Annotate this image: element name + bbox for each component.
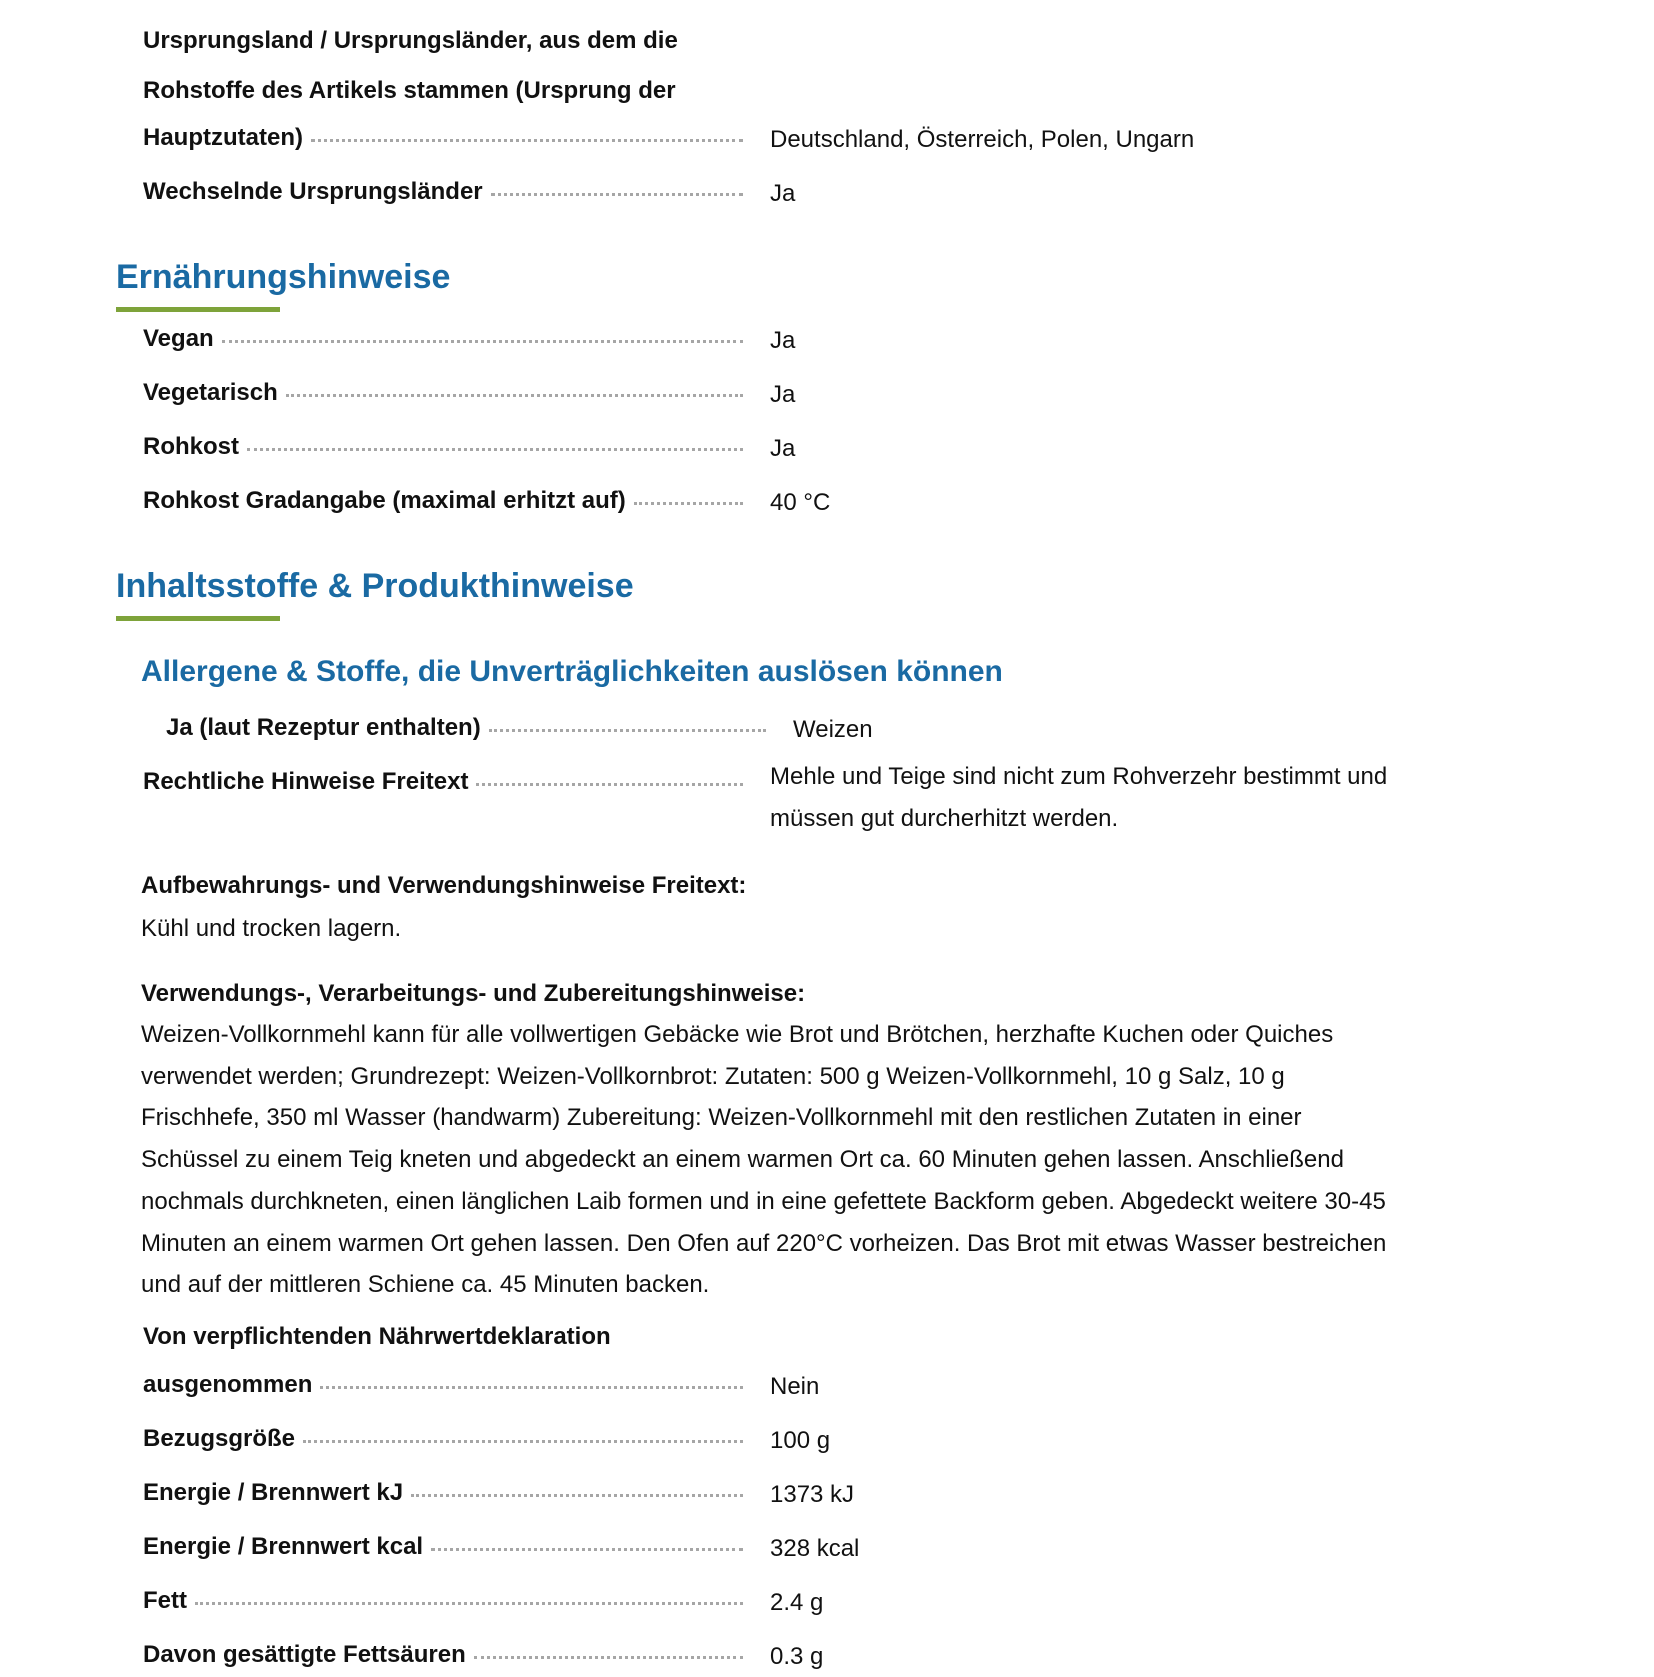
origin-value: Deutschland, Österreich, Polen, Ungarn [770, 126, 1195, 153]
vegetarian-row [143, 371, 1643, 415]
vegan-row [143, 317, 1643, 361]
leader-dots [634, 502, 743, 505]
allergen-row [166, 706, 1654, 750]
declaration-value: Nein [770, 1373, 820, 1400]
leader-dots [247, 448, 743, 451]
leader-dots [489, 729, 766, 732]
leader-dots [320, 1386, 743, 1389]
changing-origin-row [143, 170, 1643, 214]
origin-label-line-3: Hauptzutaten) [143, 124, 303, 151]
energy-kcal-value: 328 kcal [770, 1535, 860, 1562]
changing-origin-label: Wechselnde Ursprungsländer [143, 178, 483, 205]
leader-dots [222, 340, 743, 343]
raw-food-value: Ja [770, 435, 796, 462]
raw-food-degree-row [143, 479, 1643, 523]
allergen-value: Weizen [793, 716, 873, 743]
leader-dots [195, 1602, 743, 1605]
origin-row [143, 116, 1643, 160]
declaration-label-line-2: ausgenommen [143, 1371, 313, 1398]
raw-food-degree-label: Rohkost Gradangabe (maximal erhitzt auf) [143, 487, 626, 514]
raw-food-degree-value: 40 °C [770, 489, 831, 516]
leader-dots [411, 1494, 743, 1497]
leader-dots [286, 394, 743, 397]
declaration-row [143, 1363, 1643, 1407]
allergens-heading: Allergene & Stoffe, die Unverträglichkeiten auslösen können [141, 655, 1003, 688]
reference-size-label: Bezugsgröße [143, 1425, 296, 1452]
raw-food-label: Rohkost [143, 433, 239, 460]
nutrition-row [143, 1579, 1643, 1623]
vegan-value: Ja [770, 327, 796, 354]
raw-food-row [143, 425, 1643, 469]
usage-heading: Verwendungs-, Verarbeitungs- und Zubereitungshinweise: [141, 980, 806, 1007]
section-heading-nutrition-notes: Ernährungshinweise [116, 258, 451, 296]
vegetarian-value: Ja [770, 381, 796, 408]
heading-underline [116, 307, 280, 312]
leader-dots [311, 139, 743, 142]
origin-label-line-1: Ursprungsland / Ursprungsländer, aus dem die [143, 27, 678, 54]
storage-heading: Aufbewahrungs- und Verwendungshinweise Freitext: [141, 872, 747, 899]
origin-label-line-2: Rohstoffe des Artikels stammen (Ursprung der [143, 77, 676, 104]
heading-underline [116, 616, 280, 621]
leader-dots [431, 1548, 743, 1551]
saturated-fat-value: 0.3 g [770, 1643, 824, 1670]
leader-dots [491, 193, 743, 196]
vegan-label: Vegan [143, 325, 214, 352]
fat-label: Fett [143, 1587, 187, 1614]
allergen-label: Ja (laut Rezeptur enthalten) [166, 714, 481, 741]
energy-kj-value: 1373 kJ [770, 1481, 855, 1508]
energy-kj-label: Energie / Brennwert kJ [143, 1479, 404, 1506]
saturated-fat-label: Davon gesättigte Fettsäuren [143, 1641, 466, 1668]
changing-origin-value: Ja [770, 180, 796, 207]
usage-text: Weizen-Vollkornmehl kann für alle vollwertigen Gebäcke wie Brot und Brötchen, herzhafte Kuchen oder Quiches verwendet werden; Grundrezept: Weizen-Vollkornbrot: Zutaten: 500 g Weizen-Vollkornmehl, 10 g Salz, 10 g Frischhefe, 350 ml Wasser (handwarm) Zubereitung: Weizen-Vollkornmehl mit den restlichen Zutaten in einer Schüssel zu einem Teig kneten und abgedeckt an einem warmen Ort ca. 60 Minuten gehen lassen. Anschließend nochmals durchkneten, einen länglichen Laib formen und in eine gefettete Backform geben. Abgedeckt weitere 30-45 Minuten an einem warmen Ort gehen lassen. Den Ofen auf 220°C vorheizen. Das Brot mit etwas Wasser bestreichen und auf der mittleren Schiene ca. 45 Minuten backen. [141, 1021, 1387, 1299]
legal-notes-label: Rechtliche Hinweise Freitext [143, 768, 469, 795]
nutrition-row [143, 1471, 1643, 1515]
fat-value: 2.4 g [770, 1589, 824, 1616]
energy-kcal-label: Energie / Brennwert kcal [143, 1533, 424, 1560]
leader-dots [303, 1440, 743, 1443]
leader-dots [476, 783, 743, 786]
leader-dots [474, 1656, 743, 1659]
nutrition-row [143, 1633, 1643, 1677]
nutrition-row [143, 1417, 1643, 1461]
nutrition-row [143, 1525, 1643, 1569]
storage-text: Kühl und trocken lagern. [141, 915, 402, 942]
section-heading-ingredients: Inhaltsstoffe & Produkthinweise [116, 567, 634, 605]
declaration-label-line-1: Von verpflichtenden Nährwertdeklaration [143, 1323, 611, 1350]
reference-size-value: 100 g [770, 1427, 831, 1454]
vegetarian-label: Vegetarisch [143, 379, 278, 406]
legal-notes-value: Mehle und Teige sind nicht zum Rohverzehr bestimmt und müssen gut durcherhitzt werden. [770, 763, 1388, 832]
